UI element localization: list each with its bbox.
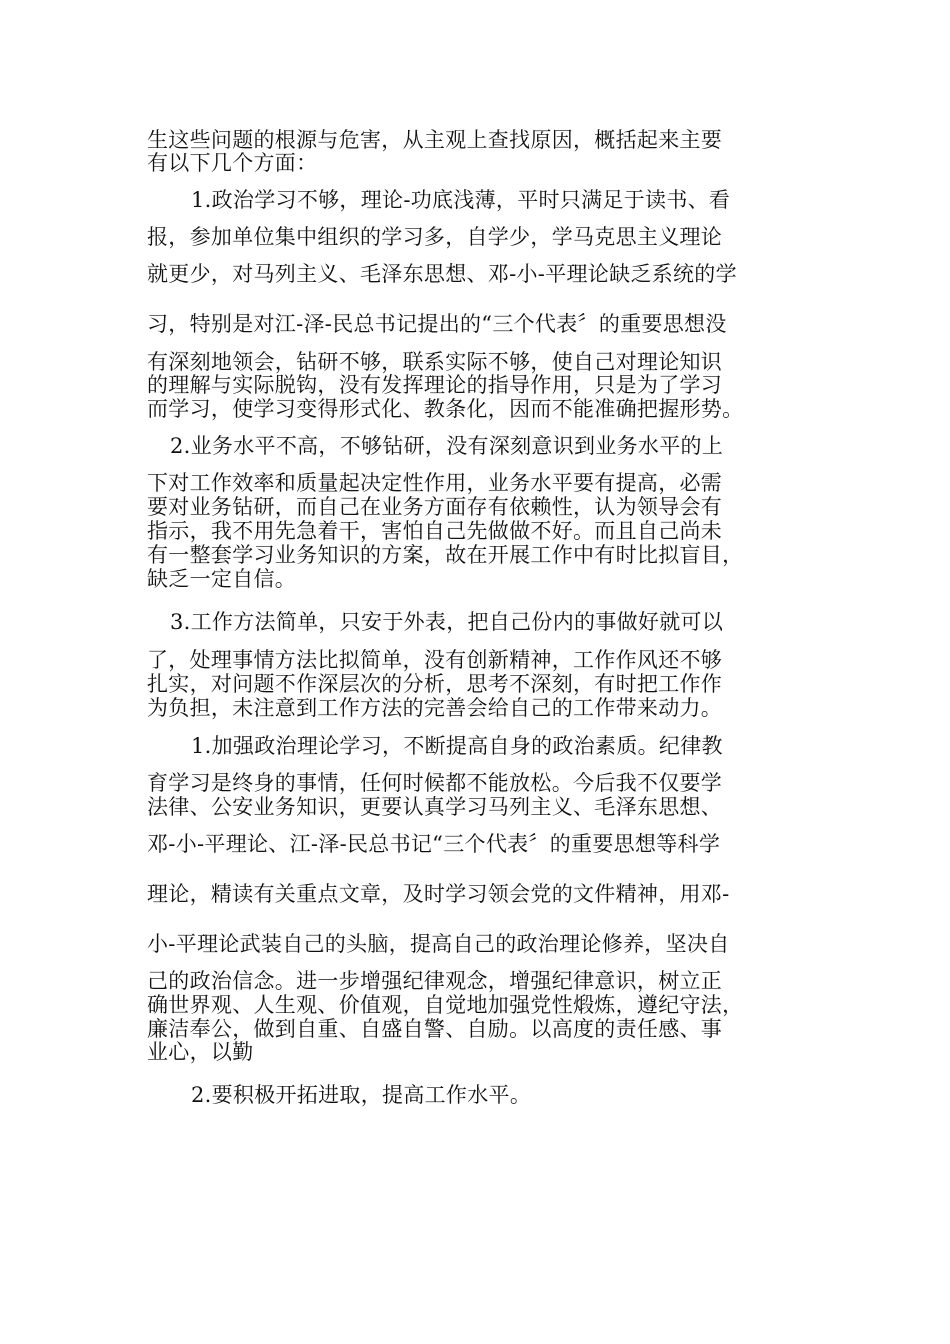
text-line: 就更少，对马列主义、毛泽东思想、邓-小-平理论缺乏系统的学 (147, 262, 737, 286)
text-line: 有一整套学习业务知识的方案，故在开展工作中有时比拟盲目， (147, 543, 744, 567)
text-line: 为负担，未注意到工作方法的完善会给自己的工作带来动力。 (147, 696, 723, 720)
text-line: 业心，以勤 (147, 1040, 254, 1064)
text-line: 小-平理论武装自己的头脑，提高自己的政治理论修养，坚决自 (147, 932, 730, 956)
text-line: 3.工作方法简单，只安于外表，把自己份内的事做好就可以 (170, 610, 724, 634)
text-line: 习，特别是对江-泽-民总书记提出的“三个代表〞的重要思想没 (147, 312, 727, 336)
text-line: 扎实，对问题不作深层次的分析，思考不深刻，有时把工作作 (147, 672, 723, 696)
text-line: 确世界观、人生观、价值观，自觉地加强党性煅炼，遵纪守法， (147, 993, 744, 1017)
text-line: 有以下几个方面： (147, 151, 318, 175)
text-line: 报，参加单位集中组织的学习多，自学少，学马克思主义理论 (147, 225, 723, 249)
text-line: 2.业务水平不高，不够钻研，没有深刻意识到业务水平的上 (170, 434, 724, 458)
text-line: 要对业务钻研，而自己在业务方面存有依赖性，认为领导会有 (147, 495, 723, 519)
text-line: 下对工作效率和质量起决定性作用，业务水平要有提高，必需 (147, 471, 723, 495)
text-line: 而学习，使学习变得形式化、教条化，因而不能准确把握形势。 (147, 397, 744, 421)
text-line: 有深刻地领会，钻研不够，联系实际不够，使自己对理论知识 (147, 350, 723, 374)
text-line: 理论，精读有关重点文章，及时学习领会党的文件精神，用邓- (147, 882, 730, 906)
text-line: 2.要积极开拓进取，提高工作水平。 (191, 1083, 532, 1107)
text-line: 1.加强政治理论学习，不断提高自身的政治素质。纪律教 (191, 734, 723, 758)
text-line: 生这些问题的根源与危害，从主观上查找原因，概括起来主要 (147, 128, 723, 152)
text-line: 法律、公安业务知识，更要认真学习马列主义、毛泽东思想、 (147, 795, 723, 819)
text-line: 指示，我不用先急着干，害怕自己先做做不好。而且自己尚未 (147, 519, 723, 543)
text-line: 育学习是终身的事情，任何时候都不能放松。今后我不仅要学 (147, 771, 723, 795)
text-line: 己的政治信念。进一步增强纪律观念，增强纪律意识，树立正 (147, 969, 723, 993)
text-line: 邓-小-平理论、江-泽-民总书记“三个代表〞的重要思想等科学 (147, 832, 721, 856)
text-line: 1.政治学习不够，理论-功底浅薄，平时只满足于读书、看 (191, 188, 731, 212)
text-line: 的理解与实际脱钩，没有发挥理论的指导作用，只是为了学习 (147, 373, 723, 397)
text-line: 廉洁奉公，做到自重、自盛自警、自励。以高度的责任感、事 (147, 1017, 723, 1041)
text-line: 了，处理事情方法比拟简单，没有创新精神，工作作风还不够 (147, 648, 723, 672)
text-line: 缺乏一定自信。 (147, 567, 297, 591)
